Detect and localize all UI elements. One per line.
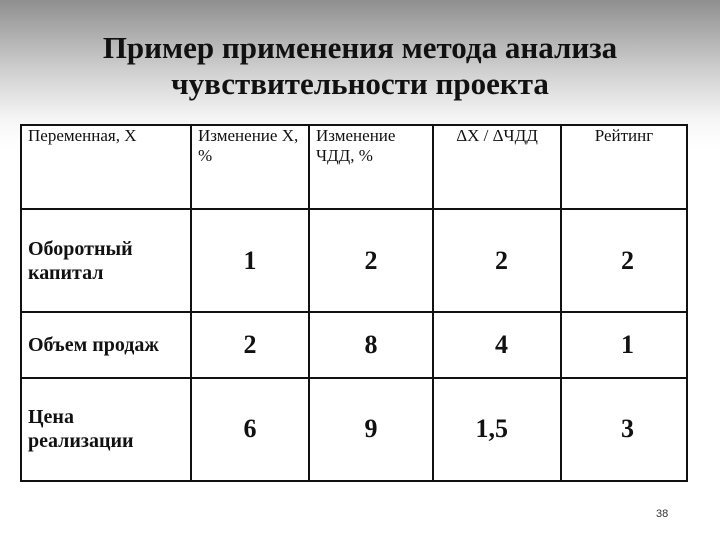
cell-change-npv: 8 bbox=[309, 312, 433, 378]
row-label: Оборотный капитал bbox=[21, 209, 191, 312]
cell-change-npv: 2 bbox=[309, 209, 433, 312]
sensitivity-table bbox=[20, 124, 688, 482]
cell-change-x: 6 bbox=[191, 378, 309, 481]
cell-ratio: 2 bbox=[433, 209, 561, 312]
table-row bbox=[21, 312, 687, 378]
header-change-x: Изменение X, % bbox=[191, 125, 309, 209]
cell-rating: 1 bbox=[561, 312, 687, 378]
cell-change-x: 2 bbox=[191, 312, 309, 378]
slide-title-line-1: Пример применения метода анализа bbox=[102, 30, 618, 65]
slide-title bbox=[0, 30, 720, 102]
table-header-row bbox=[21, 125, 687, 209]
page-number: 38 bbox=[656, 508, 669, 520]
header-variable: Переменная, X bbox=[21, 125, 191, 209]
cell-rating: 2 bbox=[561, 209, 687, 312]
cell-change-npv: 9 bbox=[309, 378, 433, 481]
table-row bbox=[21, 378, 687, 481]
cell-rating: 3 bbox=[561, 378, 687, 481]
cell-change-x: 1 bbox=[191, 209, 309, 312]
table-row bbox=[21, 209, 687, 312]
row-label: Цена реализации bbox=[21, 378, 191, 481]
header-rating: Рейтинг bbox=[561, 125, 687, 209]
header-change-npv: Изменение ЧДД, % bbox=[309, 125, 433, 209]
cell-ratio: 4 bbox=[433, 312, 561, 378]
cell-ratio: 1,5 bbox=[433, 378, 561, 481]
header-ratio: ΔX / ΔЧДД bbox=[433, 125, 561, 209]
row-label: Объем продаж bbox=[21, 312, 191, 378]
slide-title-line-2: чувствительности проекта bbox=[171, 66, 549, 101]
